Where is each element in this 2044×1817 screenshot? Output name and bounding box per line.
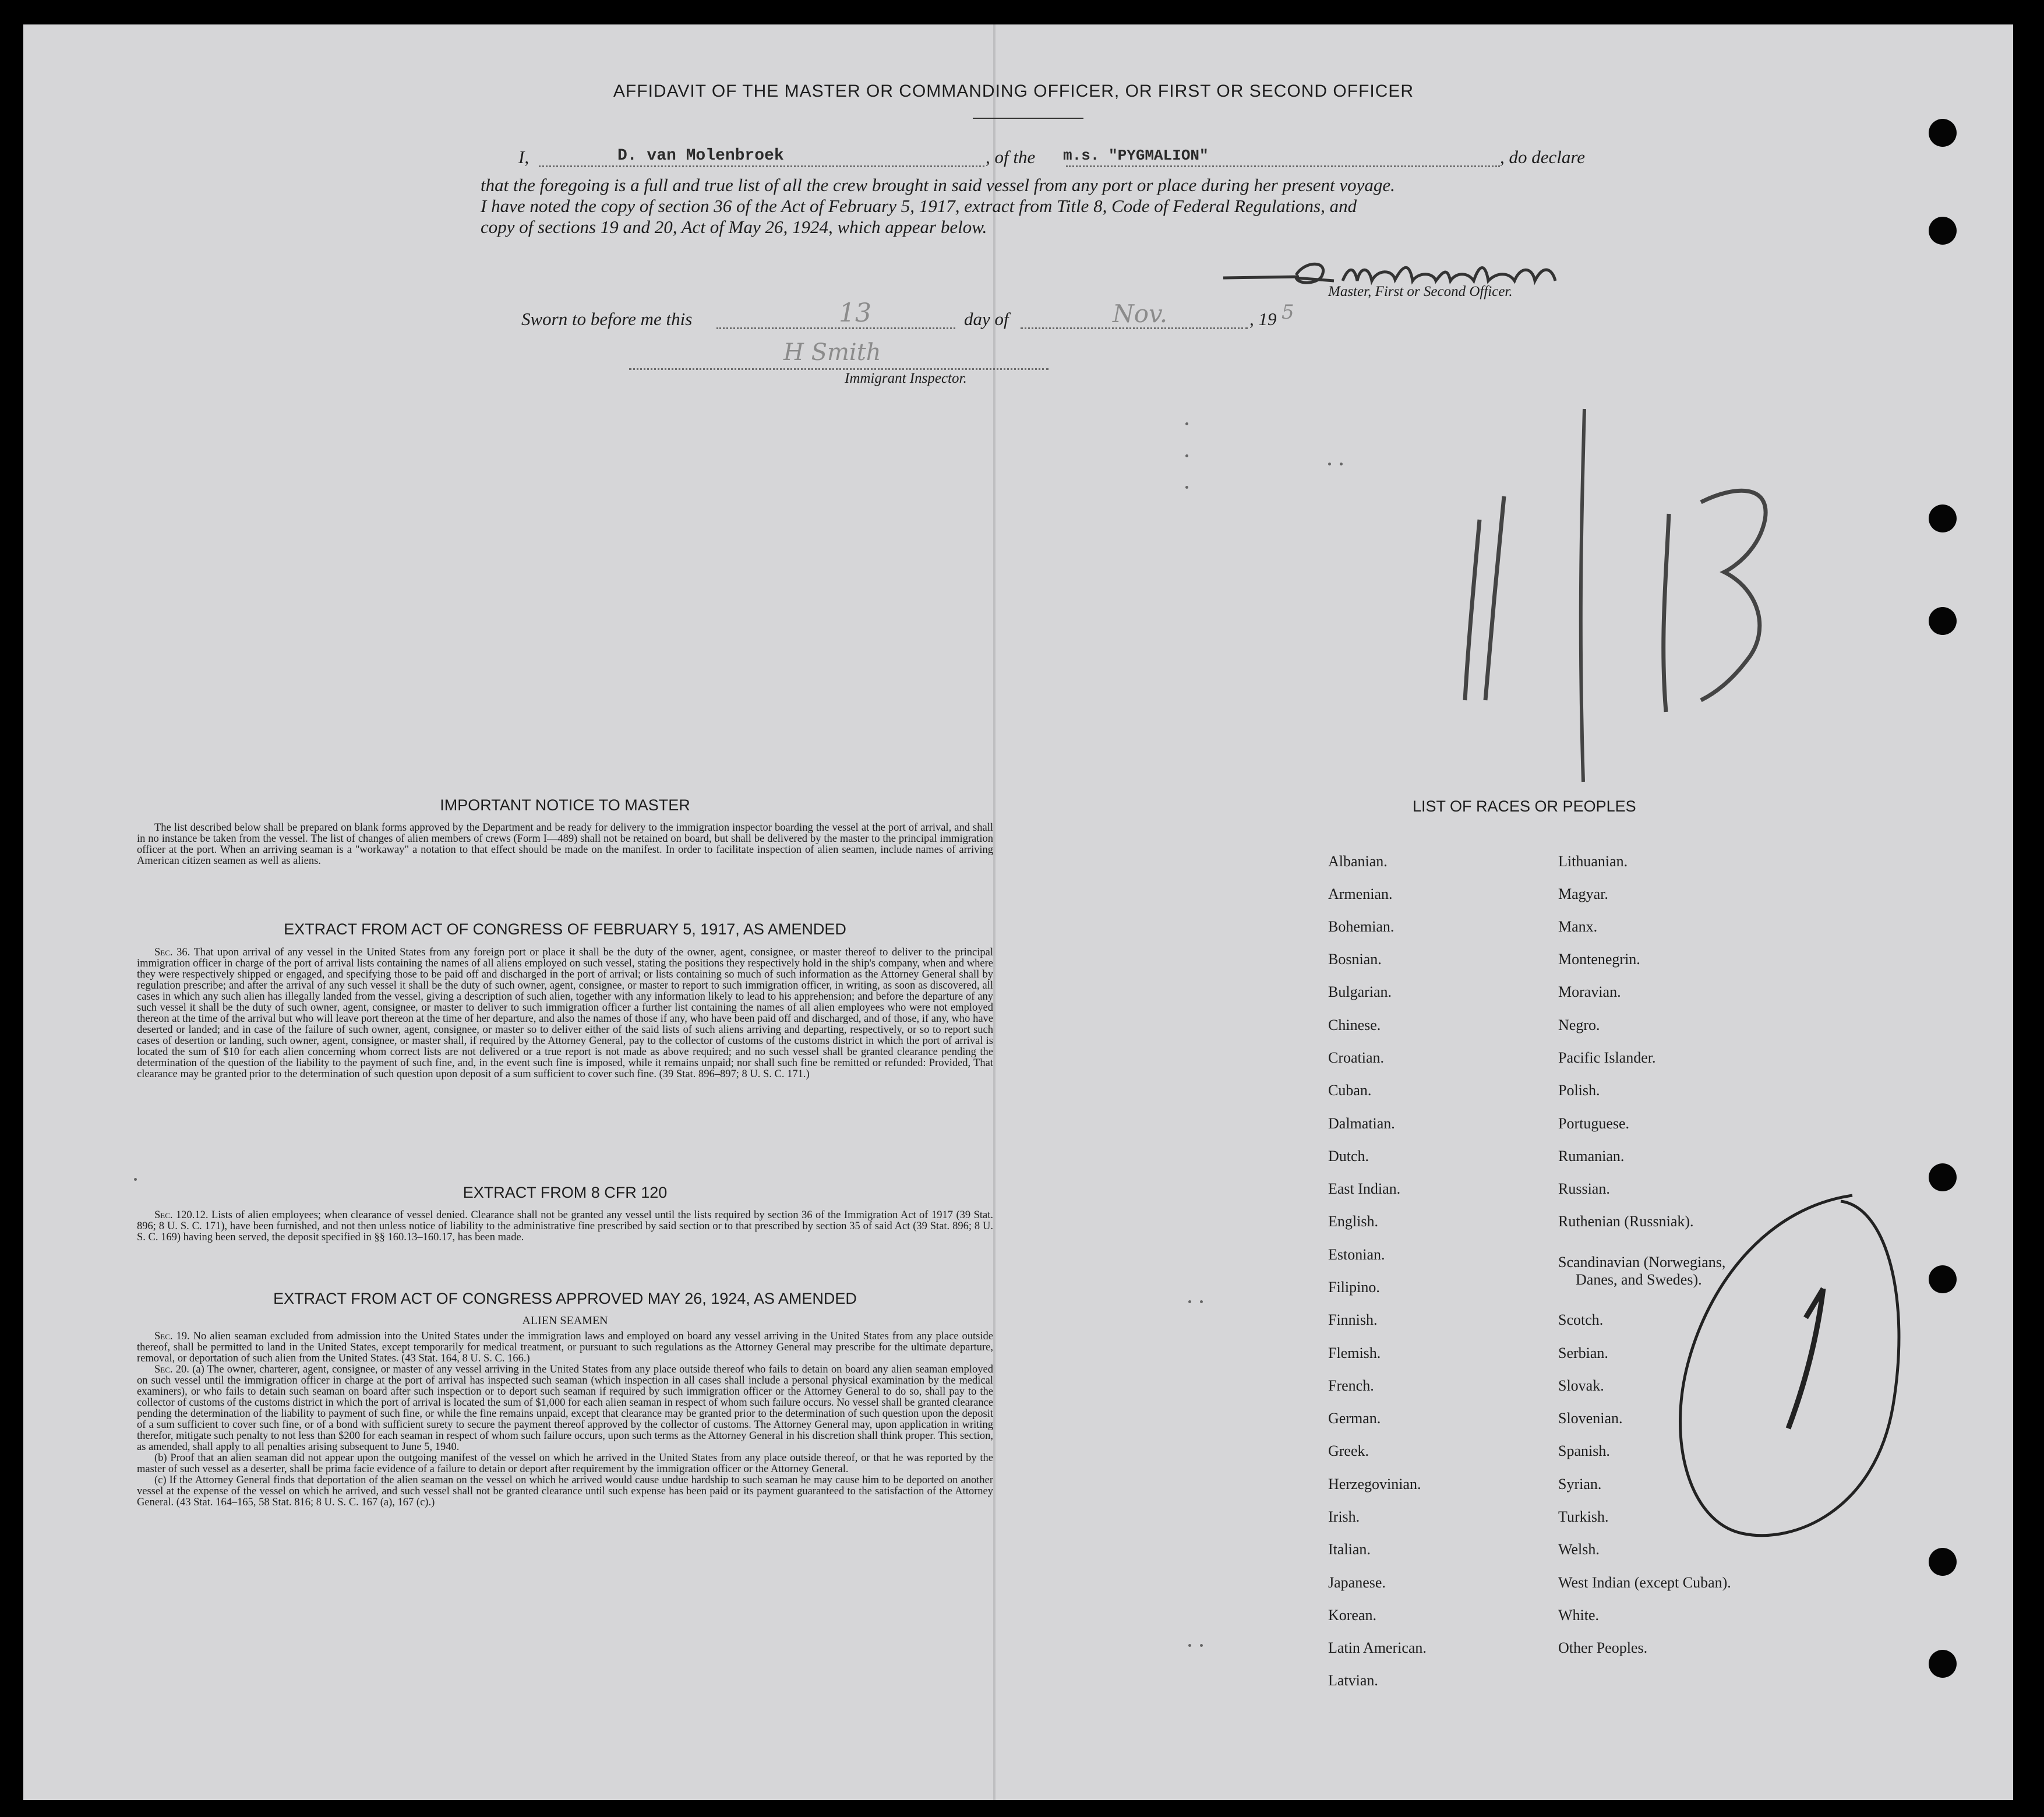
race-right-item: Magyar. — [1558, 885, 1608, 902]
section-19-body: No alien seaman excluded from admission into the United States under the immigration laws and employed on board any vessel arriving in the United States from any place outside thereof, shall be permitted to land in the United States, except temporarily for medical treatment, or pursuant to such regulations as the Attorney General may prescribe for the ultimate departure, removal, or deportation of such alien from the United States. (43 Stat. 164, 8 U. S. C. 166.) — [137, 1331, 993, 1364]
punch-hole — [1929, 607, 1957, 635]
section-label: Sec. 19. — [154, 1331, 190, 1342]
race-left-item: German. — [1328, 1410, 1381, 1427]
race-right-item: Other Peoples. — [1558, 1639, 1648, 1656]
race-right-item: Scandinavian (Norwegians, — [1558, 1254, 1726, 1271]
race-left-item: Italian. — [1328, 1541, 1371, 1558]
race-right-item: Rumanian. — [1558, 1148, 1625, 1165]
handwritten-fraction — [1410, 397, 1817, 793]
punch-hole — [1929, 217, 1957, 245]
race-left-item: Chinese. — [1328, 1017, 1381, 1033]
race-right-item: Negro. — [1558, 1017, 1600, 1033]
race-left-item: Latin American. — [1328, 1639, 1427, 1656]
page-fold — [993, 24, 995, 1800]
section-label: Sec. 20. — [154, 1364, 189, 1375]
race-left-item: Latvian. — [1328, 1672, 1378, 1689]
day-of-label: day of — [964, 309, 1009, 329]
race-left-item: Bohemian. — [1328, 918, 1395, 935]
race-left-item: Greek. — [1328, 1442, 1369, 1459]
extract-1924-title: EXTRACT FROM ACT OF CONGRESS APPROVED MAY 26, 1924, AS AMENDED — [273, 1290, 857, 1307]
print-dot — [1200, 1644, 1203, 1647]
race-left-item: Dalmatian. — [1328, 1115, 1395, 1132]
print-dot — [1340, 463, 1343, 465]
race-right-item: Serbian. — [1558, 1345, 1608, 1361]
race-left-item: Estonian. — [1328, 1246, 1385, 1263]
section-20-body: (a) The owner, charterer, agent, consignee, or master of any vessel arriving in the United States from any place outside thereof who fails to detain on board any alien seaman employed on such vessel until the immigration officer in charge at the port of arrival has inspected such seaman (which inspection in all cases shall include a personal physical examination by the medical examiners), or who fails to detain such seaman on board after such inspection or to deport such seaman if required by such immigration officer or the Attorney General to do so, shall pay to the collector of customs of the customs district in which the port of arrival is located the sum of $1,000 for each alien seaman in respect of whom such failure occurs. No vessel shall be granted clearance pending the determination of the liability to payment of such fine, or while the fine remains unpaid, except that clearance may be granted prior to the determination of such question upon the deposit of a sum sufficient to cover such fine, or of a bond with sufficient surety to secure the payment thereof approved by the collector of customs. The Attorney General may, upon application in writing therefor, mitigate such penalty to not less than $200 for each seaman in respect of whom such failure occurs, upon such terms as the Attorney General in his discretion shall think proper. This section, as amended, shall apply to all penalties arising subsequent to June 5, 1940. — [137, 1364, 994, 1453]
race-left-item: Korean. — [1328, 1607, 1377, 1624]
notice-title: IMPORTANT NOTICE TO MASTER — [440, 796, 690, 814]
print-dot — [1200, 1300, 1203, 1303]
sworn-day-line — [716, 326, 955, 329]
print-dot — [1188, 1300, 1191, 1303]
document-page — [23, 24, 2013, 1800]
punch-hole — [1929, 1650, 1957, 1678]
race-left-item: English. — [1328, 1213, 1378, 1230]
year-prefix-label: , 19 — [1249, 309, 1277, 329]
punch-hole — [1929, 119, 1957, 147]
race-right-item: White. — [1558, 1607, 1600, 1624]
race-left-item: Finnish. — [1328, 1311, 1378, 1328]
punch-hole — [1929, 1265, 1957, 1293]
race-right-item: Spanish. — [1558, 1442, 1610, 1459]
race-left-item: Japanese. — [1328, 1574, 1386, 1591]
section-label: Sec. 36. — [154, 947, 190, 958]
affidavit-text-line-2: I have noted the copy of section 36 of the Act of February 5, 1917, extract from Title 8, Code of Federal Regulations, and — [481, 196, 1357, 216]
print-dot — [1185, 486, 1188, 489]
punch-hole — [1929, 1163, 1957, 1191]
race-left-item: French. — [1328, 1377, 1374, 1394]
sworn-month-field: Nov. — [1113, 299, 1168, 328]
race-right-item: Russian. — [1558, 1180, 1610, 1197]
race-left-item: Armenian. — [1328, 885, 1393, 902]
affidavit-text-line-1: that the foregoing is a full and true list of all the crew brought in said vessel from any port or place during her present voyage. — [481, 175, 1395, 195]
race-right-item: Welsh. — [1558, 1541, 1600, 1558]
sworn-year-field: 5 — [1282, 301, 1294, 324]
section-20-b: (b) Proof that an alien seaman did not appear upon the outgoing manifest of the vessel on which he arrived in the United States from any place outside thereof, or that he was reported by the master of such vessel as a deserter, shall be prima facie evidence of a failure to detain or deport after requirement by the immigration officer or the Attorney General. — [137, 1452, 993, 1475]
race-left-item: Cuban. — [1328, 1082, 1372, 1099]
race-right-item: Pacific Islander. — [1558, 1049, 1656, 1066]
race-left-item: Albanian. — [1328, 853, 1388, 870]
extract-1917-body: That upon arrival of any vessel in the United States from any foreign port or place it shall be the duty of the owner, agent, consignee, or master thereof to deliver to the principal immigration officer in charge of the port of arrival lists containing the names of all aliens employed on such vessel, stating the positions they respectively hold in the ship's company, when and where they were respectively shipped or engaged, and specifying those to be paid off and discharged in the port of arrival; or lists containing so much of such information as the Attorney General shall by regulation prescribe; and after the arrival of any such vessel it shall be the duty of such owner, agent, consignee, or master to report to such immigration officer, in writing, as soon as discovered, all cases in which any such alien has illegally landed from the vessel, giving a description of such alien, together with any information likely to lead to his apprehension; and before the departure of any such vessel it shall be the duty of such owner, agent, consignee, or master to deliver to such immigration officer a further list containing the names of all alien employees who were not employed thereon at the time of the arrival but who will leave port thereon at the time of her departure, and also the names of those if any, who have been paid off and discharged, and of those, if any, who have deserted or landed; and in case of the failure of such owner, agent, consignee, or master so to deliver either of the said lists of such aliens arriving and departing, respectively, or so to report such cases of desertion or landing, such owner, agent, consignee, or master shall, if required by the Attorney General, pay to the collector of customs of the customs district in which the port of arrival is located the sum of $10 for each alien concerning whom correct lists are not delivered or a true report is not made as above required; and no such vessel shall be granted clearance pending the determination of the question of the liability to the payment of such fine, and, in the event such fine is imposed, while it remains unpaid; nor shall such fine be remitted or refunded: Provided, That clearance may be granted prior to the determination of such question upon deposit of a sum sufficient to cover such fine. (39 Stat. 896–897; 8 U. S. C. 171.) — [137, 947, 994, 1080]
extract-1924-text — [137, 1331, 993, 1508]
race-left-item: Filipino. — [1328, 1279, 1380, 1296]
section-19-paragraph — [137, 1331, 993, 1364]
affidavit-text-line-3: copy of sections 19 and 20, Act of May 26, 1924, which appear below. — [481, 217, 987, 237]
print-dot — [1185, 422, 1188, 425]
print-dot — [134, 1178, 137, 1181]
extract-1917-paragraph — [137, 947, 993, 1080]
pencil-fraction-strokes — [1410, 397, 1817, 793]
race-left-item: Dutch. — [1328, 1148, 1369, 1165]
race-right-item: Manx. — [1558, 918, 1598, 935]
race-left-item: Flemish. — [1328, 1345, 1381, 1361]
print-dot — [1185, 454, 1188, 457]
extract-1924-subtitle: ALIEN SEAMEN — [522, 1314, 608, 1327]
race-right-item: Syrian. — [1558, 1476, 1602, 1493]
vessel-name-field: m.s. "PYGMALION" — [1063, 147, 1209, 164]
vessel-line — [1066, 164, 1500, 167]
inspector-line — [629, 367, 1049, 370]
do-declare-label: , do declare — [1500, 147, 1586, 167]
master-signature-caption: Master, First or Second Officer. — [1328, 284, 1513, 299]
races-title: LIST OF RACES OR PEOPLES — [1413, 798, 1636, 815]
race-right-item-continued: Danes, and Swedes). — [1576, 1271, 1702, 1288]
print-dot — [1328, 463, 1331, 465]
race-right-item: Ruthenian (Russniak). — [1558, 1213, 1694, 1230]
sworn-label: Sworn to before me this — [521, 309, 693, 329]
race-right-item: Turkish. — [1558, 1508, 1609, 1525]
race-right-item: Montenegrin. — [1558, 951, 1640, 968]
inspector-signature: H Smith — [783, 339, 881, 366]
race-left-item: Herzegovinian. — [1328, 1476, 1421, 1493]
race-left-item: East Indian. — [1328, 1180, 1401, 1197]
race-right-item: Slovenian. — [1558, 1410, 1623, 1427]
sworn-day-field: 13 — [839, 298, 871, 328]
print-dot — [1188, 1644, 1191, 1647]
race-right-item: Slovak. — [1558, 1377, 1604, 1394]
race-right-item: Lithuanian. — [1558, 853, 1628, 870]
race-left-item: Bulgarian. — [1328, 983, 1392, 1000]
affidavit-title: AFFIDAVIT OF THE MASTER OR COMMANDING OFFICER, OR FIRST OR SECOND OFFICER — [613, 82, 1414, 101]
extract-1917-title: EXTRACT FROM ACT OF CONGRESS OF FEBRUARY 5, 1917, AS AMENDED — [284, 920, 846, 938]
affidavit-i-label: I, — [518, 147, 529, 167]
race-right-item: Moravian. — [1558, 983, 1621, 1000]
race-right-item: Polish. — [1558, 1082, 1600, 1099]
extract-cfr-title: EXTRACT FROM 8 CFR 120 — [463, 1184, 668, 1201]
punch-hole — [1929, 504, 1957, 532]
race-right-item: Scotch. — [1558, 1311, 1604, 1328]
notice-body: The list described below shall be prepared on blank forms approved by the Department and be ready for delivery to the immigration inspector boarding the vessel at the port of arrival, and shall in no instance be taken from the vessel. The list of changes of alien members of crews (Form I—489) shall not be retained on board, but shall be delivered by the master to the principal immigration officer at the port. When an arriving seaman is a "workaway" a notation to that effect should be made on the manifest. In order to facilitate inspection of alien seamen, include names of arriving American citizen seamen as well as aliens. — [137, 822, 993, 867]
race-right-item: Portuguese. — [1558, 1115, 1630, 1132]
section-20-c: (c) If the Attorney General finds that deportation of the alien seaman on the vessel on which he arrived would cause undue hardship to such seaman he may cause him to be deported on another vessel at the expense of the vessel on which he arrived, and such vessel shall not be granted clearance until such expense has been paid or its payment guaranteed to the satisfaction of the Attorney General. (43 Stat. 164–165, 58 Stat. 816; 8 U. S. C. 167 (a), 167 (c).) — [137, 1474, 993, 1508]
inspector-caption: Immigrant Inspector. — [845, 371, 967, 386]
race-left-item: Irish. — [1328, 1508, 1360, 1525]
pencil-circle-strokes — [1666, 1184, 1922, 1551]
punch-hole — [1929, 1548, 1957, 1576]
race-right-item: West Indian (except Cuban). — [1558, 1574, 1731, 1591]
section-label: Sec. 120.12. — [154, 1209, 209, 1221]
extract-cfr-paragraph — [137, 1210, 993, 1243]
master-name-field: D. van Molenbroek — [617, 147, 784, 165]
title-rule — [973, 118, 1083, 119]
section-20-paragraph — [137, 1364, 993, 1453]
race-left-item: Bosnian. — [1328, 951, 1382, 968]
of-the-label: , of the — [986, 147, 1036, 167]
race-left-item: Croatian. — [1328, 1049, 1385, 1066]
extract-cfr-body: Lists of alien employees; when clearance of vessel denied. Clearance shall not be granted any vessel until the lists required by section 36 of the Immigration Act of 1917 (39 Stat. 896; 8 U. S. C. 171), have been furnished, and not then unless notice of liability to the administrative fine prescribed by said section or to that prescribed by section 35 of said Act (39 Stat. 896; 8 U. S. C. 169) having been served, the deposit specified in §§ 160.13–160.17, has been made. — [137, 1209, 993, 1243]
handwritten-circled-number — [1666, 1184, 1922, 1551]
